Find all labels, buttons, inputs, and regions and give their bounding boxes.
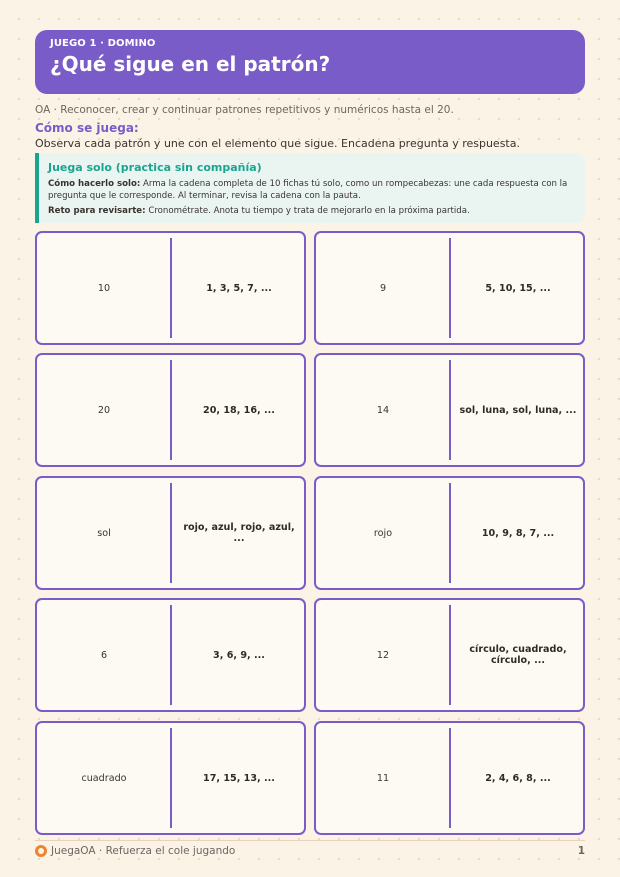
solo-challenge [48,205,573,217]
domino-pattern: círculo, cuadrado, círculo, ... [469,644,567,666]
domino-answer: 14 [376,404,390,416]
header-banner [35,30,585,94]
domino-card[interactable] [314,231,585,345]
domino-answer: 20 [97,404,111,416]
solo-how-text: Arma la cadena completa de 10 fichas tú solo, como un rompecabezas: une cada respuesta con la pregunta que le corresponde. Al terminar, revisa la cadena con la pauta. [48,179,568,201]
footer-brand: JuegaOA · Refuerza el cole jugando [51,845,236,857]
domino-pattern: 1, 3, 5, 7, ... [206,282,272,294]
domino-answer: 11 [376,772,390,784]
domino-card[interactable] [314,598,585,712]
learning-objective: OA · Reconocer, crear y continuar patrones repetitivos y numéricos hasta el 20. [35,104,454,116]
domino-pattern: 2, 4, 6, 8, ... [485,772,551,784]
domino-card[interactable] [35,476,306,590]
domino-card[interactable] [314,476,585,590]
page-title: ¿Qué sigue en el patrón? [50,52,331,76]
solo-how [48,178,573,202]
domino-card[interactable] [35,231,306,345]
game-label: JUEGO 1 · DOMINO [50,38,156,49]
howto-heading: Cómo se juega: [35,121,139,135]
solo-challenge-text: Cronométrate. Anota tu tiempo y trata de mejorarlo en la próxima partida. [148,206,470,216]
domino-answer: sol [97,527,111,539]
solo-title: Juega solo (practica sin compañía) [48,161,262,174]
domino-card[interactable] [35,721,306,835]
domino-pattern: 20, 18, 16, ... [203,404,275,416]
domino-card[interactable] [314,353,585,467]
domino-answer: 6 [100,649,108,661]
domino-card[interactable] [35,353,306,467]
howto-text: Observa cada patrón y une con el elemento que sigue. Encadena pregunta y respuesta. [35,137,520,150]
solo-challenge-label: Reto para revisarte: [48,206,146,216]
domino-card[interactable] [35,598,306,712]
domino-answer: rojo [373,527,393,539]
solo-play-box [35,153,585,223]
domino-pattern: rojo, azul, rojo, azul, ... [183,522,295,544]
page-number: 1 [577,845,585,857]
domino-pattern: sol, luna, sol, luna, ... [459,404,577,416]
domino-pattern: 17, 15, 13, ... [203,772,275,784]
domino-answer: 12 [376,649,390,661]
footer [35,843,585,859]
solo-how-label: Cómo hacerlo solo: [48,179,141,189]
domino-card[interactable] [314,721,585,835]
domino-pattern: 3, 6, 9, ... [213,649,265,661]
domino-answer: 9 [379,282,387,294]
domino-pattern: 10, 9, 8, 7, ... [481,527,555,539]
domino-pattern: 5, 10, 15, ... [485,282,551,294]
domino-answer: cuadrado [81,772,127,784]
domino-answer: 10 [97,282,111,294]
domino-grid [35,231,585,835]
footer-divider [35,840,585,841]
juegaoa-logo-icon [35,845,47,857]
